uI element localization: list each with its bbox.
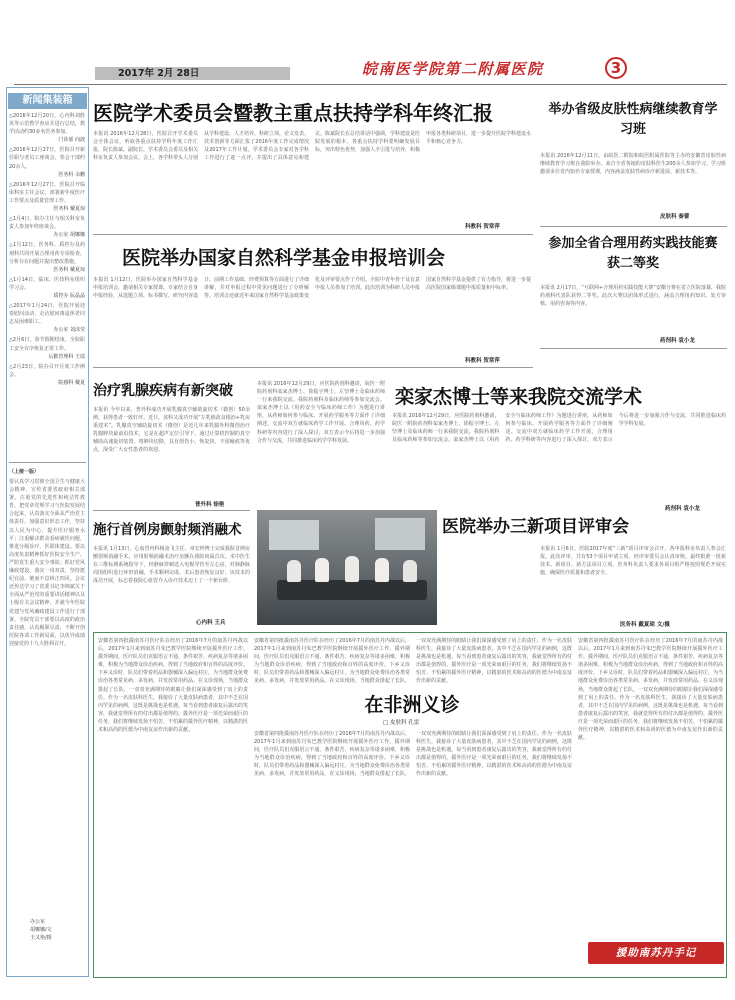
- article-luan-jiajie-body: 本报讯 2016年12月29日，应医院药剂科邀请，皖医一附院药剂科栾家杰博士、徐振宇博士、左坚博士及临床药师一行来我院交流。我院药剂科及临床药师等参加交流会。栾家杰博士以《用药安全与临床药师工作》为题进行讲座，从药师如何参与临床、开展药学服务等方面作了详细阐述。交流中双方就临床药学工作开展、合理用药、药学科研等内容进行了深入探讨，双方表示今后将进一步加强合作与交流，共同推进临床药学学科发展。: [257, 381, 385, 444]
- article-breast-disease-credit: 普外科 徐艳: [195, 502, 225, 508]
- headline-rational-drug-use: 参加全省合理用药实践技能赛获二等奖: [548, 236, 718, 271]
- article-breast-disease-body: 本报讯 今年以来，普外科成功开展乳腺真空辅助旋切术（微创）50余例，获得患者一致好评。近日，该科又成功开展“左乳癌改良根治+乳房重建术”。乳腺真空辅助旋切术（微创）是近几年来乳腺外科微创治疗乳腺肿块最前沿技术，它是在超声定位引导下，通过计算机控制的真空辅助高速旋切装置，将肿块切除，具有创伤小、恢复快、不留瘢痕等优点，深受广大女性患者的欢迎。: [93, 407, 250, 454]
- photo-person: [287, 560, 301, 582]
- article-africa-body-right: 安徽省第四批援南苏丹医疗队在经历了2016年7月的南苏丹内战以后，2017年1月来到南苏丹朱巴教学医院继续开展援外医疗工作。援外期间，医疗队员们克服语言不通、条件艰苦、疾病复杂等诸多困难，积极为当地群众诊治疾病，得到了当地政府和百姓的高度评价。下乡义诊时，队员们带着药品和器械深入偏远村庄，为当地群众免费诊治各类常见病、多发病，并发放常用药品。在义诊现场，当地群众排起了长队，一双双充满期待的眼睛让我们深深感受到了肩上的责任。作为一名皮肤科医生，我接诊了大量皮肤病患者，其中不乏在国内罕见的病例，这既是挑战也是机遇。每当看到患者康复后露出的笑容，我就觉得所有的付出都是值得的。援外医疗是一项光荣而艰巨的任务，我们将继续发扬不怕苦、不怕累的援外医疗精神，以精湛的医术和高尚的医德为中南友谊作出新的贡献。: [578, 638, 723, 742]
- photo-window: [269, 520, 319, 550]
- header-date: 2017年 2月 28日: [118, 68, 200, 79]
- sidebar-commentary: 要认真学习贯彻全国卫生与健康大会精神、宣传省委省政府相关部署，注重党的先进性和纯洁性教育，把党章党规学习与医院发展结合起来，认真落实全面从严治党主体责任，加强意识形态工作，坚持以人民为中心，提升医疗服务水平；注重解决群众看病就医问题，推进分级诊疗、医联体建设。要以高度负责精神抓好医院安全生产，严防发生重大安全事故；抓好党风廉政建设，落实一岗双责，坚持挺纪在前，驰而不息纠正四风。会议还传达学习了省委书记李锦斌关于全面从严治党的重要讲话精神以及上级有关会议精神，并就今年医院党建与党风廉政建设工作进行了部署。全院党员干部要以高度的政治责任感，认真履职尽责，不断开创医院各项工作新局面，以优异成绩迎接党的十九大胜利召开。: [9, 479, 85, 647]
- sidebar-credit: 办公室 胡娜娜/文 王又艳/摄: [30, 919, 52, 942]
- rule-right-2: [540, 348, 727, 349]
- header-rule: [14, 84, 727, 85]
- article-three-new-projects-body: 本报讯 1月6日，医院2017年度“三新”项目评审会召开，各申报科室负责人参会汇报。此次评审，共有53个项目申请立项，经评审委员会认真审核，最终批准一批新技术、新项目、新方法项目立项。医务科负责人要求各项目组严格按照规范开展实施，确保医疗质量和患者安全。: [540, 546, 726, 577]
- list-item: △1月4日，院办主任与相关科室负责人参加年终座谈会。 办公室 胡娜娜: [9, 216, 85, 239]
- africa-author: □ 皮肤科 孔雷: [383, 720, 420, 726]
- article-nsfc-training-credit: 科教科 贺常萍: [465, 358, 500, 364]
- sidebar-news: [9, 112, 85, 457]
- photo-person: [375, 558, 389, 582]
- rule-1: [93, 234, 533, 235]
- article-luan-jiajie-body-cont: 本报讯 2016年12月29日，应医院药剂科邀请，皖医一附院药剂科栾家杰博士、徐振宇博士、左坚博士及临床药师一行来我院交流。我院药剂科及临床药师等参加交流会。栾家杰博士以《用药安全与临床药师工作》为题进行讲座，从药师如何参与临床、开展药学服务等方面作了详细阐述。交流中双方就临床药学工作开展、合理用药、药学科研等内容进行了深入探讨，双方表示今后将进一步加强合作与交流，共同推进临床药学学科发展。: [392, 413, 726, 444]
- article-atrial-fibrillation-body: 本报讯 1月13日，心血管内科杨凌飞主任、章宏梓博士完成我院首例房颤射频消融手术。应用射频消融术治疗房颤在我院尚属首次。术中医生在三维标测系统指导下，经静脉穿刺送入电极导管至左心房，对肺静脉周围组织进行环形消融，手术顺利完成，术后患者恢复良好。该技术的成功开展，标志着我院心血管介入诊疗技术迈上了一个新台阶。: [93, 546, 250, 585]
- article-africa-body-left: 安徽省第四批援南苏丹医疗队在经历了2016年7月的南苏丹内战以后，2017年1月来到南苏丹朱巴教学医院继续开展援外医疗工作。援外期间，医疗队员们克服语言不通、条件艰苦、疾病复杂等诸多困难，积极为当地群众诊治疾病，得到了当地政府和百姓的高度评价。下乡义诊时，队员们带着药品和器械深入偏远村庄，为当地群众免费诊治各类常见病、多发病，并发放常用药品。在义诊现场，当地群众排起了长队，一双双充满期待的眼睛让我们深深感受到了肩上的责任。作为一名皮肤科医生，我接诊了大量皮肤病患者，其中不乏在国内罕见的病例，这既是挑战也是机遇。每当看到患者康复后露出的笑容，我就觉得所有的付出都是值得的。援外医疗是一项光荣而艰巨的任务，我们将继续发扬不怕苦、不怕累的援外医疗精神，以精湛的医术和高尚的医德为中南友谊作出新的贡献。: [98, 638, 248, 734]
- headline-atrial-fibrillation: 施行首例房颤射频消融术: [93, 522, 242, 538]
- rule-3: [93, 510, 250, 511]
- headline-breast-disease: 治疗乳腺疾病有新突破: [93, 383, 233, 399]
- list-item: △2月23日，院办召开月度工作例会。 院感科 戴夏: [9, 363, 85, 386]
- sidebar-title: 新闻集装箱: [8, 93, 87, 109]
- photo-person: [315, 558, 329, 582]
- list-item: △1月14日，临床、医技科室组织学习会。 质控办 阮晶晶: [9, 276, 85, 299]
- list-item: △2016年12月27日，医院召开临床科室主任会议，部署新年度医疗工作要点及质量管理工作。 医务科 戴夏琼: [9, 181, 85, 213]
- review-meeting-photo: [257, 510, 437, 625]
- list-item: △2月6日，春节假期结束，全院职工安全有序恢复正常工作。 后勤管理科 王瑶: [9, 337, 85, 360]
- headline-luan-jiajie: 栾家杰博士等来我院交流学术: [395, 386, 643, 408]
- article-three-new-projects-credit: 医务科 戴夏琼 文/摄: [620, 622, 670, 628]
- list-item: △1月12日，医务科、质控办及药剂科共同开展合理用药专项检查，分析存在问题并提出整改措施。 医务科 戴夏琼: [9, 242, 85, 273]
- africa-banner-text: 援助南苏丹手记: [615, 947, 697, 959]
- sidebar-divider: [9, 462, 86, 463]
- article-academic-committee-credit: 科教科 贺常萍: [465, 224, 500, 230]
- photo-person: [403, 560, 417, 582]
- photo-window: [375, 518, 425, 550]
- list-item: △2016年12月27日，医院召开新任职与老员工座谈会，参会干部约20余人。 医务科 余鹏: [9, 147, 85, 178]
- list-item: △2016年12月20日，心内科刘胜英等示范教学查房并进行总结，教学活动约30多名医务参加。 门诊部 向波: [9, 113, 85, 144]
- article-rational-drug-use-credit: 药剂科 袁小龙: [660, 338, 695, 344]
- headline-nsfc-training: 医院举办国家自然科学基金申报培训会: [122, 247, 446, 269]
- masthead: 皖南医学院第二附属医院: [362, 60, 544, 78]
- photo-person: [345, 556, 359, 582]
- rule-right-1: [540, 226, 727, 227]
- article-atrial-fibrillation-credit: 心内科 王兵: [196, 620, 226, 626]
- photo-table: [277, 580, 427, 600]
- sidebar-commentary-title: （上接一版）: [9, 469, 40, 475]
- rule-2: [93, 367, 533, 368]
- article-nsfc-training-body: 本报讯 1月12日，医院举办国家自然科学基金申报培训会，邀请相关专家授课。专家结合自身申报经验，从选题立项、标书撰写、研究内容设计、前期工作基础、经费预算等方面进行了详细讲解，并对申报过程中常见问题进行了分析解答。培训会还就近年来国家自然科学基金政策变化及评审要点作了介绍。全院中青年骨干及有意申报人员参加了培训。此次培训为科研人员申报国家自然科学基金提供了有力指导，将进一步提高医院国家级课题申报质量和中标率。: [93, 277, 531, 300]
- article-dermatology-course-credit: 皮肤科 秦蕾: [660, 214, 690, 220]
- article-academic-committee-body: 本报讯 2016年12月28日，医院召开学术委员会全体会议，听取各重点扶持学科年度工作汇报，院长陈斌、副院长、学术委员会委员及相关科室负责人参加会议。会上，各学科带头人分别从学科建设、人才培养、科研立项、论文发表、技术创新等方面汇报了2016年度工作完成情况及2017年工作计划。学术委员会专家对各学科工作进行了逐一点评，并提出了具体意见和建议。陈斌院长在总结讲话中强调，学科建设是医院发展的根本，各重点扶持学科要明确发展目标，突出特色优势，加强人才引进与培养，积极申报各类科研项目，进一步提升医院学科建设水平和核心竞争力。: [93, 131, 531, 162]
- article-rational-drug-use-body: 本报讯 2月17日，“互联网+合理用药实践技能大赛”安徽分赛在省立医院落幕，我院药剂科代表队获得二等奖。此次大赛以团体形式进行，涵盖合理用药知识、处方审核、用药咨询等内容。: [540, 285, 726, 308]
- headline-africa: 在非洲义诊: [364, 694, 460, 716]
- headline-three-new-projects: 医院举办三新项目评审会: [442, 517, 629, 537]
- article-luan-jiajie-credit: 药剂科 袁小龙: [665, 506, 700, 512]
- list-item: △2017年1月24日，医院开展迎春慰问活动，走访慰问离退休老同志及困难职工。 办公室 刘沫莹: [9, 303, 85, 334]
- article-africa-body-center: 安徽省第四批援南苏丹医疗队在经历了2016年7月的南苏丹内战以后，2017年1月来到南苏丹朱巴教学医院继续开展援外医疗工作。援外期间，医疗队员们克服语言不通、条件艰苦、疾病复杂等诸多困难，积极为当地群众诊治疾病，得到了当地政府和百姓的高度评价。下乡义诊时，队员们带着药品和器械深入偏远村庄，为当地群众免费诊治各类常见病、多发病，并发放常用药品。在义诊现场，当地群众排起了长队，一双双充满期待的眼睛让我们深深感受到了肩上的责任。作为一名皮肤科医生，我接诊了大量皮肤病患者，其中不乏在国内罕见的病例，这既是挑战也是机遇。每当看到患者康复后露出的笑容，我就觉得所有的付出都是值得的。援外医疗是一项光荣而艰巨的任务，我们将继续发扬不怕苦、不怕累的援外医疗精神，以精湛的医术和高尚的医德为中南友谊作出新的贡献。: [254, 638, 572, 685]
- page-number: 3: [605, 57, 627, 79]
- article-dermatology-course-body: 本报讯 2016年12月11日，由皖医二附院和皖医附属医院等主办的安徽省皮肤性病继续教育学习班在我院举办。来自全省各地的皮肤科医生200余人参加学习。学习班邀请多位省内知名专家授课，内容涵盖皮肤性病诊疗新进展、新技术等。: [540, 153, 726, 176]
- article-africa-body-center2: 安徽省第四批援南苏丹医疗队在经历了2016年7月的南苏丹内战以后，2017年1月来到南苏丹朱巴教学医院继续开展援外医疗工作。援外期间，医疗队员们克服语言不通、条件艰苦、疾病复杂等诸多困难，积极为当地群众诊治疾病，得到了当地政府和百姓的高度评价。下乡义诊时，队员们带着药品和器械深入偏远村庄，为当地群众免费诊治各类常见病、多发病，并发放常用药品。在义诊现场，当地群众排起了长队，一双双充满期待的眼睛让我们深深感受到了肩上的责任。作为一名皮肤科医生，我接诊了大量皮肤病患者，其中不乏在国内罕见的病例，这既是挑战也是机遇。每当看到患者康复后露出的笑容，我就觉得所有的付出都是值得的。援外医疗是一项光荣而艰巨的任务，我们将继续发扬不怕苦、不怕累的援外医疗精神，以精湛的医术和高尚的医德为中南友谊作出新的贡献。: [254, 731, 572, 778]
- headline-dermatology-course: 举办省级皮肤性病继续教育学习班: [548, 102, 718, 137]
- headline-academic-committee: 医院学术委员会暨教主重点扶持学科年终汇报: [93, 101, 493, 125]
